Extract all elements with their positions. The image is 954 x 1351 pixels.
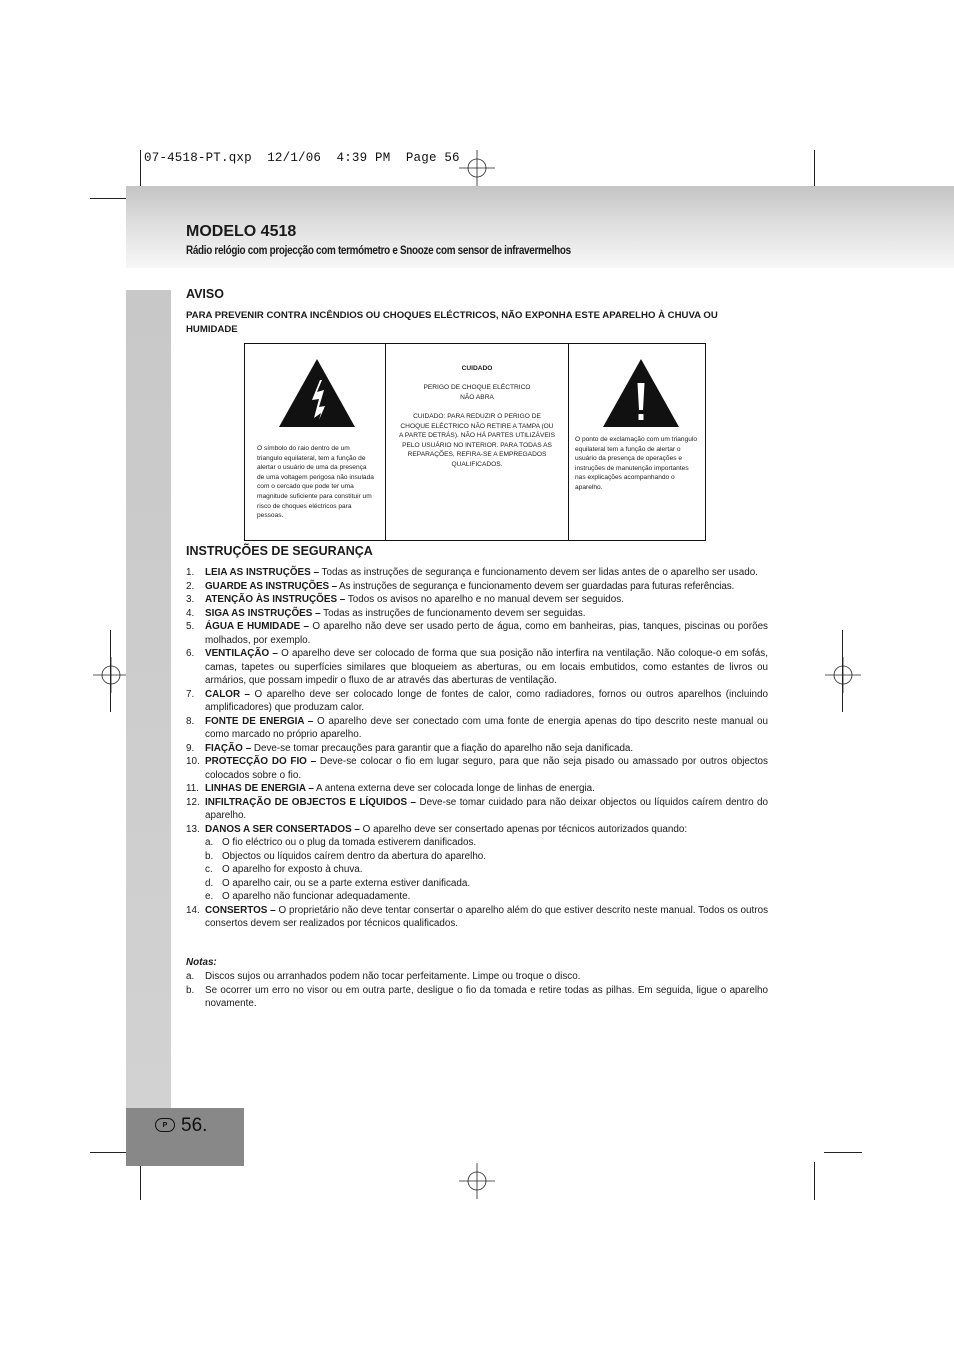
page-number xyxy=(155,1115,207,1137)
list-item: 6. VENTILAÇÃO – O aparelho deve ser colocado de forma que sua posição não interfira na ventilação. Não coloque-o em sofás, camas, tapetes ou superfícies similares que bloqueiem as aberturas, ou em locais embutidos, como estantes de livros ou armários, que possam impedir o fluxo de ar através das aberturas de ventilação. xyxy=(186,648,768,686)
warning-box xyxy=(244,343,706,541)
list-item: 1. LEIA AS INSTRUÇÕES – Todas as instruções de segurança e funcionamento devem ser lidas antes de o aparelho ser usado. xyxy=(186,567,758,578)
file-slug-line: 07-4518-PT.qxp 12/1/06 4:39 PM Page 56 xyxy=(144,151,460,165)
safety-instructions-list xyxy=(186,566,768,931)
caution-text: CUIDADO: PARA REDUZIR O PERIGO DE CHOQUE ELÉCTRICO NÃO RETIRE A TAMPA (OU A PARTE DETRÁS). NÃO HÁ PARTES UTILIZÁVEIS PELO USUÁRIO NO INTERIOR. PARA TODAS AS REPARAÇÕES, REFIRA-SE A EMPREGADOS QUALIFICADOS. xyxy=(399,413,555,468)
safety-heading: INSTRUÇÕES DE SEGURANÇA xyxy=(186,544,373,558)
crop-mark xyxy=(110,630,111,712)
note-item: a. Discos sujos ou arranhados podem não tocar perfeitamente. Limpe ou troque o disco. xyxy=(186,971,581,982)
lightning-description: O símbolo do raio dentro de um triangulo equilateral, tem a função de alertar o usuário de uma da presença de uma voltagem perigosa não insulada com o cercado que pode ter uma magnitude suficiente para constituir um risco de choques eléctricos para pessoas. xyxy=(257,445,374,520)
list-item: 14. CONSERTOS – O proprietário não deve tentar consertar o aparelho além do que estiver descrito neste manual. Todos os outros consertos devem ser realizados por técnicos qualificados. xyxy=(186,904,769,929)
notes-heading: Notas: xyxy=(186,957,217,968)
exclamation-triangle-icon xyxy=(601,357,681,429)
aviso-text: PARA PREVENIR CONTRA INCÊNDIOS OU CHOQUES ELÉCTRICOS, NÃO EXPONHA ESTE APARELHO À CHUVA OU HUMIDADE xyxy=(186,310,718,335)
sub-list-item: c. O aparelho for exposto à chuva. xyxy=(205,864,363,875)
list-item: 2. GUARDE AS INSTRUÇÕES – As instruções de segurança e funcionamento devem ser guardadas para futuras referências. xyxy=(186,580,735,592)
sub-list-item: e. O aparelho não funcionar adequadamente. xyxy=(205,891,411,902)
list-item: 4. SIGA AS INSTRUÇÕES – Todas as instruções de funcionamento devem ser seguidas. xyxy=(186,607,586,619)
list-item: 7. CALOR – O aparelho deve ser colocado longe de fontes de calor, como radiadores, fornos ou outros aparelhos (incluindo amplificadores) que produzam calor. xyxy=(186,688,768,713)
crop-mark xyxy=(90,1152,127,1153)
crop-mark xyxy=(842,630,843,712)
list-item: 8. FONTE DE ENERGIA – O aparelho deve ser conectado com uma fonte de energia apenas do tipo descrito neste manual ou como marcado no próprio aparelho. xyxy=(186,715,768,740)
notes-list xyxy=(186,970,768,1011)
list-item: 12. INFILTRAÇÃO DE OBJECTOS E LÍQUIDOS – Deve-se tomar cuidado para não deixar objectos ou líquidos caírem dentro do aparelho. xyxy=(186,796,768,821)
caution-title: CUIDADO xyxy=(461,365,493,372)
lightning-triangle-icon xyxy=(277,357,357,429)
page-subtitle: Rádio relógio com projecção com termómetro e Snooze com sensor de infravermelhos xyxy=(186,245,571,257)
list-item: 13. DANOS A SER CONSERTADOS – O aparelho deve ser consertado apenas por técnicos autorizados quando: xyxy=(186,823,688,835)
crop-mark xyxy=(140,1162,141,1200)
aviso-heading: AVISO xyxy=(186,287,224,301)
list-item: 9. FIAÇÃO – Deve-se tomar precauções para garantir que a fiação do aparelho não seja danificada. xyxy=(186,742,634,754)
caution-line2: NÃO ABRA xyxy=(460,394,494,401)
registration-mark-icon xyxy=(459,150,495,186)
warning-cell-lightning xyxy=(245,344,386,540)
list-item: 5. ÁGUA E HUMIDADE – O aparelho não deve ser usado perto de água, como em banheiras, pias, tanques, piscinas ou porões molhados, por exemplo. xyxy=(186,621,768,646)
crop-mark xyxy=(824,1152,862,1153)
warning-cell-caution xyxy=(386,344,569,540)
page-title: MODELO 4518 xyxy=(186,223,297,240)
crop-mark xyxy=(814,1162,815,1200)
sub-list-item: a. O fio eléctrico ou o plug da tomada estiverem danificados. xyxy=(205,837,477,848)
list-item: 3. ATENÇÃO ÀS INSTRUÇÕES – Todos os avisos no aparelho e no manual devem ser seguidos. xyxy=(186,594,624,605)
sub-list-item: d. O aparelho cair, ou se a parte externa estiver danificada. xyxy=(205,877,471,889)
sub-list-item: b. Objectos ou líquidos caírem dentro da abertura do aparelho. xyxy=(205,850,487,862)
registration-mark-icon xyxy=(459,1163,495,1199)
caution-line1: PERIGO DE CHOQUE ELÉCTRICO xyxy=(423,384,531,391)
crop-mark xyxy=(140,150,141,188)
page-number-text: 56. xyxy=(181,1115,208,1136)
list-item: 10. PROTECÇÃO DO FIO – Deve-se colocar o fio em lugar seguro, para que não seja pisado ou amassado por outros objectos colocados sobre o fio. xyxy=(186,756,768,781)
crop-mark xyxy=(90,198,127,199)
list-item: 11. LINHAS DE ENERGIA – A antena externa deve ser colocada longe de linhas de energia. xyxy=(186,783,595,794)
exclamation-description: O ponto de exclamação com um triangulo equilateral tem a função de alertar o usuário da presença de operações e instruções de manutenção importantes nas explicações acompanhando o aparelho. xyxy=(575,436,698,491)
warning-cell-exclamation xyxy=(569,344,705,540)
note-item: b. Se ocorrer um erro no visor ou em outra parte, desligue o fio da tomada e retire todas as pilhas. Em seguida, ligue o aparelho novamente. xyxy=(186,984,768,1009)
language-badge: P xyxy=(155,1118,175,1132)
registration-mark-icon xyxy=(93,657,129,693)
registration-mark-icon xyxy=(825,657,861,693)
side-band xyxy=(126,290,171,1110)
crop-mark xyxy=(814,150,815,188)
